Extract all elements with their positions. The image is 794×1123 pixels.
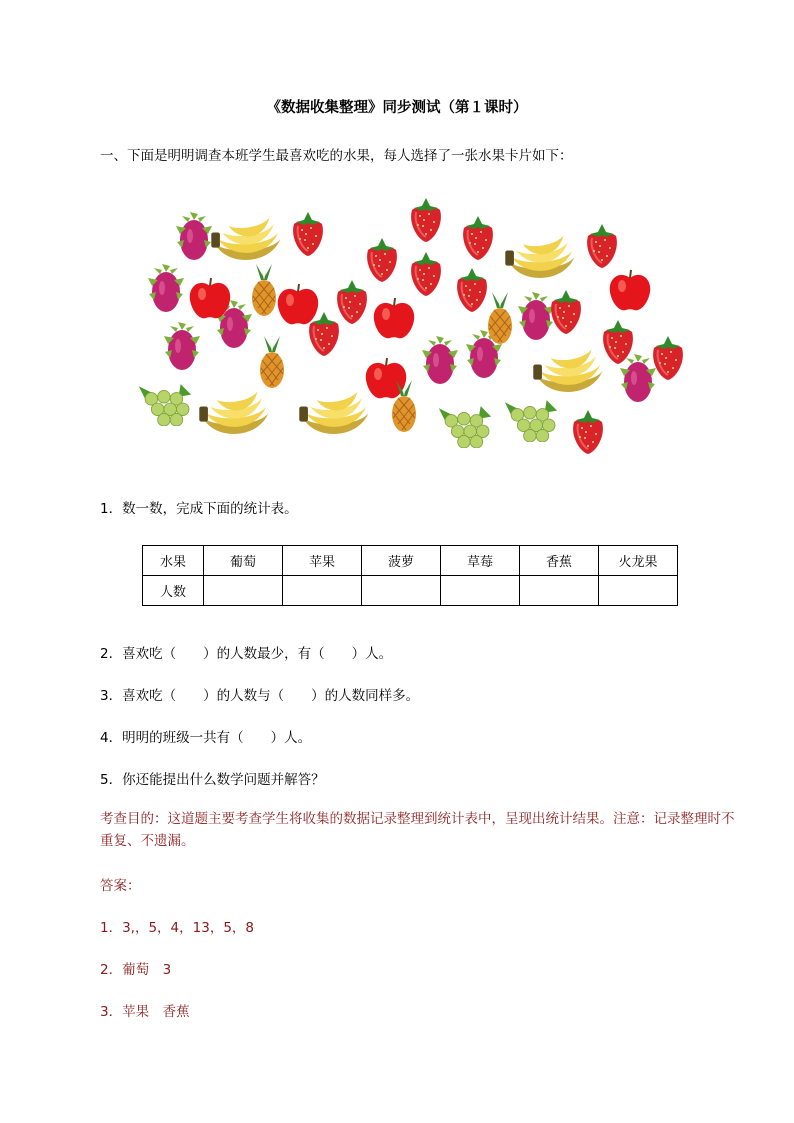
exam-purpose: 考查目的：这道题主要考查学生将收集的数据记录整理到统计表中，呈现出统计结果。注意：记录整理时不重复、不遗漏。 (100, 811, 735, 849)
dragon-fruit-icon (422, 336, 458, 384)
grape-icon (439, 406, 491, 448)
strawberry-icon (337, 280, 367, 324)
dragon-fruit-icon (518, 292, 554, 340)
table-header-cell: 火龙果 (599, 546, 678, 576)
pineapple-icon (488, 290, 512, 344)
answer-cell-grape[interactable] (204, 576, 283, 606)
table-header-cell: 水果 (143, 546, 204, 576)
table-header-cell: 苹果 (283, 546, 362, 576)
apple-icon (190, 278, 230, 318)
strawberry-icon (551, 290, 581, 334)
dragon-fruit-icon (164, 322, 200, 370)
answer-cell-banana[interactable] (520, 576, 599, 606)
apple-icon (374, 298, 414, 338)
strawberry-icon (411, 198, 441, 242)
strawberry-icon (573, 410, 603, 454)
answer-2: 2．葡萄 3 (100, 962, 172, 978)
answer-cell-apple[interactable] (283, 576, 362, 606)
answer-label: 答案： (100, 878, 141, 894)
fruit-stats-table (142, 545, 678, 606)
table-row (143, 576, 678, 606)
dragon-fruit-icon (148, 264, 184, 312)
dragon-fruit-icon (176, 212, 212, 260)
table-header-cell: 葡萄 (204, 546, 283, 576)
strawberry-icon (463, 216, 493, 260)
strawberry-icon (587, 224, 617, 268)
fruit-cards-picture (132, 196, 692, 466)
table-header-cell: 菠萝 (362, 546, 441, 576)
answer-cell-pineapple[interactable] (362, 576, 441, 606)
answer-cell-dragon-fruit[interactable] (599, 576, 678, 606)
table-header-cell: 香蕉 (520, 546, 599, 576)
table-header-cell: 草莓 (441, 546, 520, 576)
question-3: 3．喜欢吃（ ）的人数与（ ）的人数同样多。 (100, 688, 420, 704)
question-1: 1．数一数，完成下面的统计表。 (100, 501, 298, 517)
answer-3: 3．苹果 香蕉 (100, 1004, 190, 1020)
pineapple-icon (252, 262, 276, 316)
banana-icon (299, 391, 368, 434)
strawberry-icon (309, 312, 339, 356)
pineapple-icon (260, 334, 284, 388)
question-4: 4．明明的班级一共有（ ）人。 (100, 730, 312, 746)
question-2: 2．喜欢吃（ ）的人数最少，有（ ）人。 (100, 646, 393, 662)
strawberry-icon (603, 320, 633, 364)
strawberry-icon (411, 252, 441, 296)
grape-icon (139, 384, 191, 426)
question-intro: 一、下面是明明调查本班学生最喜欢吃的水果，每人选择了一张水果卡片如下： (100, 148, 573, 164)
apple-icon (610, 270, 650, 310)
answer-cell-strawberry[interactable] (441, 576, 520, 606)
question-5: 5．你还能提出什么数学问题并解答？ (100, 772, 325, 788)
grape-icon (505, 400, 557, 442)
banana-icon (211, 217, 280, 260)
banana-icon (199, 391, 268, 434)
dragon-fruit-icon (620, 354, 656, 402)
banana-icon (505, 235, 574, 278)
strawberry-icon (457, 268, 487, 312)
strawberry-icon (653, 336, 683, 380)
page-title: 《数据收集整理》同步测试（第１课时） (266, 100, 528, 116)
table-header-row (143, 546, 678, 576)
strawberry-icon (367, 238, 397, 282)
strawberry-icon (293, 212, 323, 256)
banana-icon (533, 349, 602, 392)
apple-icon (278, 284, 318, 324)
answer-1: 1．3,，5，4，13，5，8 (100, 920, 255, 936)
table-row-label: 人数 (143, 576, 204, 606)
